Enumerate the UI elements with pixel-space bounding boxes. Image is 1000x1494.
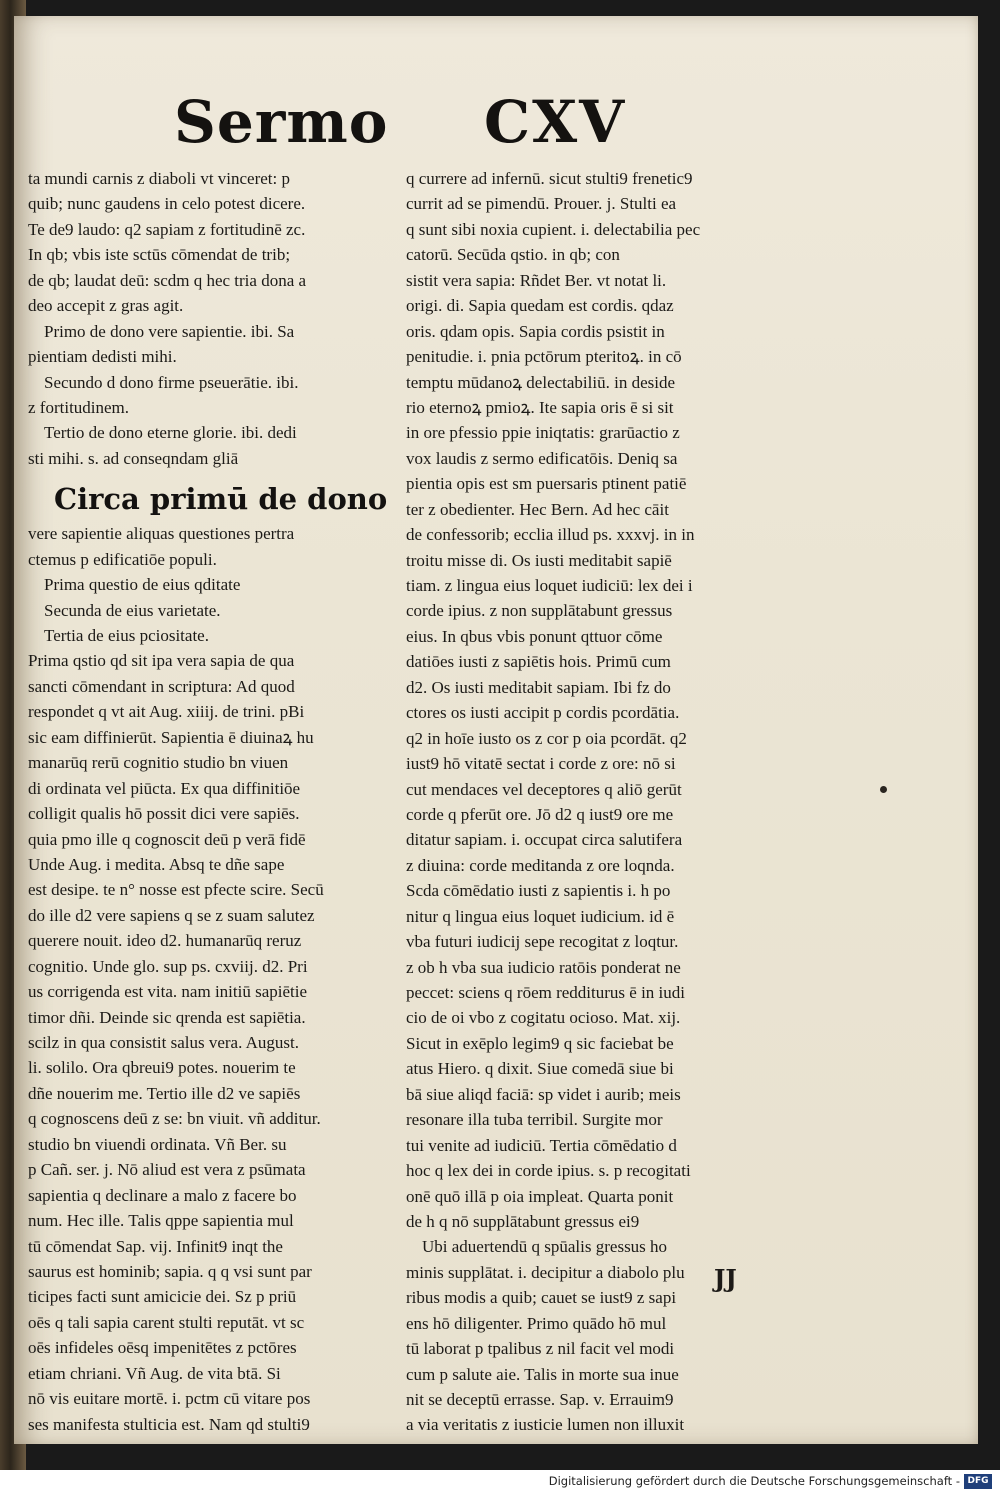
text-line: sistit vera sapia: Rñdet Ber. vt notat li. bbox=[406, 270, 667, 290]
text-line: ctores os iusti accipit p cordis pcordātia. bbox=[406, 703, 680, 723]
text-line: minis supplātat. i. decipitur a diabolo plu bbox=[406, 1262, 685, 1282]
text-line: nitur q lingua eius loquet iudicium. id ē bbox=[406, 906, 675, 926]
section-heading: Circa primū de dono bbox=[54, 482, 388, 517]
text-line: Prima qstio qd sit ipa vera sapia de qua bbox=[28, 651, 295, 671]
text-line: de confessorib; ecclia illud ps. xxxvj. in in bbox=[406, 525, 695, 545]
text-line: scilz in qua consistit salus vera. August. bbox=[28, 1033, 300, 1052]
text-line: resonare illa tuba terribil. Surgite mor bbox=[406, 1110, 663, 1130]
text-line: corde ipius. z non supplātabunt gressus bbox=[406, 601, 673, 621]
running-head bbox=[14, 88, 978, 178]
text-line: etiam chriani. Vñ Aug. de vita btā. Si bbox=[28, 1363, 281, 1383]
text-line: tui venite ad iudiciū. Tertia cōmēdatio d bbox=[406, 1135, 677, 1155]
text-line: ter z obedienter. Hec Bern. Ad hec cāit bbox=[406, 499, 669, 519]
text-line: tū cōmendat Sap. vij. Infinit9 inqt the bbox=[28, 1236, 283, 1256]
text-line: catorū. Secūda qstio. in qb; con bbox=[406, 245, 620, 265]
funding-credit: Digitalisierung gefördert durch die Deutsche Forschungsgemeinschaft - bbox=[548, 1474, 960, 1488]
text-line: timor dñi. Deinde sic qrenda est sapiētia. bbox=[28, 1007, 306, 1027]
dfg-logo: DFG bbox=[964, 1474, 992, 1489]
text-line: ctemus p edificatiōe populi. bbox=[28, 549, 217, 569]
text-line: nō vis euitare mortē. i. pctm cū vitare pos bbox=[28, 1389, 311, 1409]
text-line: In qb; vbis iste sctūs cōmendat de trib; bbox=[28, 245, 291, 265]
text-line: q2 in hoīe iusto os z cor p oia pcordāt. q2 bbox=[406, 728, 687, 748]
text-line: cognitio. Unde glo. sup ps. cxviij. d2. Pri bbox=[28, 956, 308, 976]
text-line: temptu mūdanoꝝ delectabiliū. in deside bbox=[406, 372, 676, 392]
text-line: z fortitudinem. bbox=[28, 397, 130, 417]
book-page bbox=[14, 16, 978, 1444]
text-line: colligit qualis hō possit dici vere sapiēs. bbox=[28, 804, 300, 824]
text-line: us corrigenda est vita. nam initiū sapiētie bbox=[28, 982, 308, 1002]
text-line: bā siue aliqd faciā: sp videt i aurib; meis bbox=[406, 1084, 681, 1104]
text-line: datiōes iusti z sapiētis hois. Primū cum bbox=[406, 652, 671, 672]
text-line: a via veritatis z iusticie lumen non illuxit bbox=[406, 1415, 685, 1435]
text-line: di ordinata vel piūcta. Ex qua diffinitiōe bbox=[28, 778, 301, 798]
text-line: cum p salute aie. Talis in morte sua inue bbox=[406, 1364, 679, 1384]
text-line: z diuina: corde meditanda z ore loqnda. bbox=[406, 855, 675, 875]
text-line: vere sapientie aliquas questiones pertra bbox=[28, 524, 295, 544]
text-line: ditatur sapiam. i. occupat circa salutifera bbox=[406, 830, 683, 850]
text-line: num. Hec ille. Talis qppe sapientia mul bbox=[28, 1211, 294, 1231]
text-line: tū laborat p tpalibus z nil facit vel modi bbox=[406, 1339, 675, 1359]
text-line: ticipes facti sunt amicicie dei. Sz p priū bbox=[28, 1287, 297, 1307]
text-line: ses manifesta stulticia est. Nam qd stulti9 bbox=[28, 1414, 310, 1434]
text-line: Unde Aug. i medita. Absq te dñe sape bbox=[28, 854, 285, 874]
text-line: Te de9 laudo: q2 sapiam z fortitudinē zc. bbox=[28, 219, 306, 239]
text-line: oēs q tali sapia carent stulti reputāt. vt sc bbox=[28, 1312, 305, 1332]
text-line: Prima questio de eius qditate bbox=[44, 575, 241, 595]
text-line: de h q nō supplātabunt gressus ei9 bbox=[406, 1211, 640, 1231]
text-line: sancti cōmendant in scriptura: Ad quod bbox=[28, 676, 295, 696]
text-line: pientia opis est sm puersaris ptinent patiē bbox=[406, 474, 687, 494]
text-line: Tertia de eius pciositate. bbox=[44, 626, 209, 645]
text-line: q currere ad infernū. sicut stulti9 frenetic9 bbox=[406, 169, 693, 188]
text-line: dñe nouerim me. Tertio ille d2 ve sapiēs bbox=[28, 1083, 301, 1103]
text-line: saurus est hominib; sapia. q q vsi sunt par bbox=[28, 1261, 312, 1281]
text-line: q sunt sibi noxia cupient. i. delectabilia pec bbox=[406, 219, 701, 239]
footer-bar bbox=[0, 1470, 1000, 1494]
text-line: ta mundi carnis z diaboli vt vinceret: p bbox=[28, 169, 291, 188]
text-line: sti mihi. s. ad conseqndam gliā bbox=[28, 448, 239, 468]
text-line: do ille d2 vere sapiens q se z suam salutez bbox=[28, 905, 315, 925]
text-line: quib; nunc gaudens in celo potest dicere. bbox=[28, 194, 306, 214]
text-line: ens hō diligenter. Primo quādo hō mul bbox=[406, 1313, 667, 1333]
text-line: tiam. z lingua eius loquet iudiciū: lex dei i bbox=[406, 576, 693, 595]
signature-mark: JJ bbox=[714, 1264, 737, 1293]
text-line: hoc q lex dei in corde ipius. s. p recogitati bbox=[406, 1161, 691, 1181]
text-line: Primo de dono vere sapientie. ibi. Sa bbox=[44, 321, 295, 341]
text-line: Scda cōmēdatio iusti z sapientis i. h po bbox=[406, 881, 671, 901]
text-line: in ore pfessio ppie iniqtatis: grarūactio z bbox=[406, 423, 680, 443]
text-line: currit ad se pimendū. Prouer. j. Stulti ea bbox=[406, 194, 677, 214]
text-line: corde q pferūt ore. Jō d2 q iust9 ore me bbox=[406, 804, 674, 824]
text-line: ribus modis a quib; cauet se iust9 z sapi bbox=[406, 1288, 677, 1308]
text-line: de qb; laudat deū: scdm q hec tria dona a bbox=[28, 270, 307, 290]
left-column bbox=[28, 166, 412, 1437]
text-line: manarūq rerū cognitio studio bn viuen bbox=[28, 753, 289, 773]
text-line: d2. Os iusti meditabit sapiam. Ibi fz do bbox=[406, 677, 671, 697]
text-line: Secunda de eius varietate. bbox=[44, 600, 221, 620]
text-line: pientiam dedisti mihi. bbox=[28, 347, 177, 367]
text-line: est desipe. te n° nosse est pfecte scire. Secū bbox=[28, 880, 324, 900]
running-head-number: CXV bbox=[484, 88, 627, 156]
margin-ink-dot bbox=[880, 786, 887, 793]
running-head-title: Sermo bbox=[174, 88, 389, 156]
text-line: vox laudis z sermo edificatōis. Deniq sa bbox=[406, 448, 678, 468]
text-line: atus Hiero. q dixit. Siue comedā siue bi bbox=[406, 1059, 674, 1079]
text-line: studio bn viuendi ordinata. Vñ Ber. su bbox=[28, 1134, 287, 1154]
text-line: peccet: sciens q rōem redditurus ē in iudi bbox=[406, 983, 685, 1002]
text-line: Tertio de dono eterne glorie. ibi. dedi bbox=[44, 423, 297, 443]
text-line: troitu misse di. Os iusti meditabit sapiē bbox=[406, 550, 672, 570]
text-line: origi. di. Sapia quedam est cordis. qdaz bbox=[406, 296, 674, 316]
text-line: deo accepit z gras agit. bbox=[28, 296, 184, 316]
text-line: querere nouit. ideo d2. humanarūq reruz bbox=[28, 931, 302, 951]
text-line: vba futuri iudicij sepe recogitat z loqtur. bbox=[406, 932, 679, 952]
text-line: Sicut in exēplo legim9 q sic faciebat be bbox=[406, 1033, 674, 1053]
text-line: quia pmo ille q cognoscit deū p verā fidē bbox=[28, 829, 306, 849]
text-line: oris. qdam opis. Sapia cordis psistit in bbox=[406, 321, 665, 341]
text-line: li. solilo. Ora qbreui9 potes. nouerim te bbox=[28, 1058, 296, 1078]
text-line: z ob h vba sua iudicio ratōis ponderat ne bbox=[406, 957, 681, 977]
text-line: penitudie. i. pnia pctōrum pteritoꝝ. in cō bbox=[406, 347, 682, 367]
text-line: rio eternoꝝ pmioꝝ. Ite sapia oris ē si sit bbox=[406, 397, 674, 417]
text-line: q cognoscens deū z se: bn viuit. vñ additur. bbox=[28, 1109, 321, 1129]
text-line: onē quō illā p oia impleat. Quarta ponit bbox=[406, 1186, 674, 1206]
text-line: p Cañ. ser. j. Nō aliud est vera z psūmata bbox=[28, 1160, 306, 1180]
text-line: Secundo d dono firme pseuerātie. ibi. bbox=[44, 372, 299, 392]
text-line: nit se deceptū errasse. Sap. v. Errauim9 bbox=[406, 1390, 674, 1409]
text-line: sapientia q declinare a malo z facere bo bbox=[28, 1185, 297, 1205]
text-line: cut mendaces vel deceptores q aliō gerūt bbox=[406, 779, 682, 799]
text-line: eius. In qbus vbis ponunt qttuor cōme bbox=[406, 626, 663, 646]
text-line: Ubi aduertendū q spūalis gressus ho bbox=[422, 1237, 668, 1257]
text-line: cio de oi vbo z cogitatu ocioso. Mat. xij. bbox=[406, 1008, 681, 1028]
text-line: respondet q vt ait Aug. xiiij. de trini. pBi bbox=[28, 702, 305, 722]
text-line: sic eam diffinierūt. Sapientia ē diuinaꝝ hu bbox=[28, 727, 314, 747]
text-line: iust9 hō vitatē sectat i corde z ore: nō si bbox=[406, 754, 676, 774]
right-column bbox=[406, 166, 790, 1438]
text-line: oēs infideles oēsq impenitētes z pctōres bbox=[28, 1338, 297, 1358]
